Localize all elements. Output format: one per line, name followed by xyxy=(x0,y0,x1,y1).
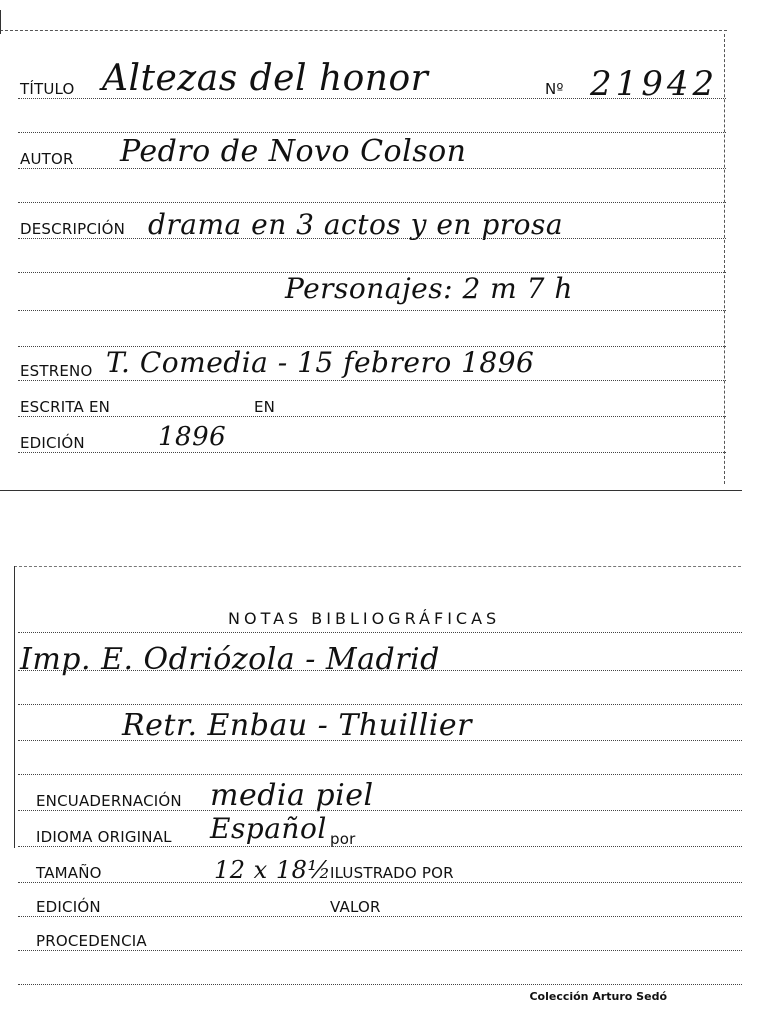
edicion-line xyxy=(18,452,726,453)
numero-label: Nº xyxy=(545,80,564,98)
nota-line-1: Imp. E. Odriózola - Madrid xyxy=(20,642,440,677)
top-card-left-edge xyxy=(0,10,1,34)
por-label: por xyxy=(330,830,356,848)
en-label: EN xyxy=(254,398,276,416)
encuadernacion-label: ENCUADERNACIÓN xyxy=(36,792,182,810)
bottom-line-2 xyxy=(18,704,742,705)
titulo-value: Altezas del honor xyxy=(102,58,429,99)
escrita-line xyxy=(18,416,726,417)
blank-line-1 xyxy=(18,132,726,133)
collection-footer: Colección Arturo Sedó xyxy=(529,990,667,1003)
nota-line-2: Retr. Enbau - Thuillier xyxy=(122,708,472,743)
ilustrado-label: ILUSTRADO POR xyxy=(330,864,454,882)
edicion-value: 1896 xyxy=(158,422,227,452)
autor-line xyxy=(18,168,726,169)
bottom-line-3 xyxy=(18,740,742,741)
descripcion-value: drama en 3 actos y en prosa xyxy=(148,208,564,241)
titulo-label: TÍTULO xyxy=(20,80,75,98)
blank-line-2 xyxy=(18,202,726,203)
bottom-edicion-label: EDICIÓN xyxy=(36,898,101,916)
blank-line-4 xyxy=(18,310,726,311)
valor-label: VALOR xyxy=(330,898,381,916)
autor-label: AUTOR xyxy=(20,150,74,168)
encuadernacion-line xyxy=(18,810,742,811)
bottom-line-4 xyxy=(18,774,742,775)
top-card-divider xyxy=(0,490,742,491)
idioma-line xyxy=(18,846,742,847)
estreno-value: T. Comedia - 15 febrero 1896 xyxy=(106,346,535,379)
personajes-value: Personajes: 2 m 7 h xyxy=(285,272,573,305)
idioma-value: Español xyxy=(210,812,327,845)
procedencia-label: PROCEDENCIA xyxy=(36,932,147,950)
encuadernacion-value: media piel xyxy=(210,778,374,813)
autor-value: Pedro de Novo Colson xyxy=(120,134,467,169)
estreno-line xyxy=(18,380,726,381)
bottom-line-last xyxy=(18,984,742,985)
descripcion-line xyxy=(18,238,726,239)
edicion-label: EDICIÓN xyxy=(20,434,85,452)
edicion-bottom-line xyxy=(18,916,742,917)
bottom-line-1 xyxy=(18,670,742,671)
titulo-line xyxy=(18,98,726,99)
numero-value: 21942 xyxy=(590,64,719,104)
escrita-label: ESCRITA EN xyxy=(20,398,111,416)
tamano-line xyxy=(18,882,742,883)
notas-line xyxy=(18,632,742,633)
estreno-label: ESTRENO xyxy=(20,362,93,380)
bottom-card-border-top xyxy=(14,566,741,567)
tamano-label: TAMAÑO xyxy=(36,864,102,882)
top-card-border-top xyxy=(0,30,727,31)
bottom-card-left-edge xyxy=(14,566,15,848)
descripcion-label: DESCRIPCIÓN xyxy=(20,220,126,238)
idioma-label: IDIOMA ORIGINAL xyxy=(36,828,172,846)
procedencia-line xyxy=(18,950,742,951)
tamano-value: 12 x 18½ xyxy=(214,856,332,884)
notas-title: NOTAS BIBLIOGRÁFICAS xyxy=(228,609,501,628)
